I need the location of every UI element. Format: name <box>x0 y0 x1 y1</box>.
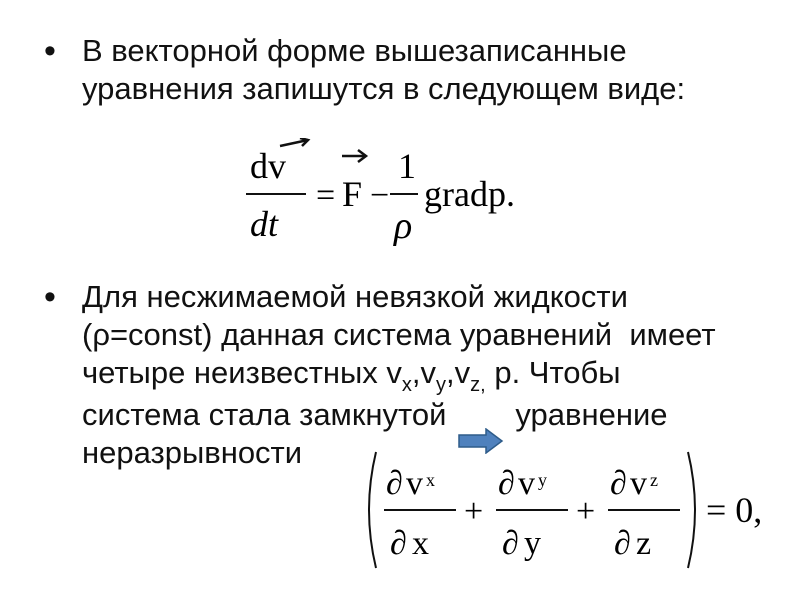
eq2-partial-num-y: ∂ <box>498 465 515 502</box>
para2-line3-prefix: четыре неизвестных v <box>82 355 402 390</box>
para2-line1: Для несжимаемой невязкой жидкости <box>82 279 628 314</box>
paragraph-2 <box>82 278 716 472</box>
continuity-equation <box>360 448 780 573</box>
subscript-z: z, <box>470 374 486 396</box>
eq2-sub-y: y <box>538 470 547 490</box>
eq1-lhs-denominator: dt <box>250 204 279 244</box>
subscript-y: y <box>436 374 447 396</box>
eq2-den-y: y <box>524 525 541 562</box>
eq2-den-x: x <box>412 525 429 562</box>
para2-line3-comma1: ,v <box>411 355 437 390</box>
eq2-partial-num-z: ∂ <box>610 465 627 502</box>
para1-line2: уравнения запишутся в следующем виде: <box>82 71 686 106</box>
eq2-partial-num-x: ∂ <box>386 465 403 502</box>
eq1-equals: = <box>316 177 336 214</box>
para2-line4-left: система стала замкнутой <box>82 397 447 432</box>
eq2-v-x: v <box>406 465 423 502</box>
eq1-grad-term: gradp. <box>424 174 515 214</box>
paragraph-1 <box>82 32 685 108</box>
subscript-x: x <box>401 374 412 396</box>
eq2-plus-2: + <box>576 493 596 530</box>
bullet-2: • <box>44 278 56 316</box>
eq2-partial-den-z: ∂ <box>614 525 631 562</box>
eq2-den-z: z <box>636 525 652 562</box>
para1-line1: В векторной форме вышезаписанные <box>82 33 627 68</box>
para2-line2: (ρ=const) данная система уравнений имеет <box>82 317 716 352</box>
eq2-plus-1: + <box>464 493 484 530</box>
eq2-sub-z: z <box>650 470 658 490</box>
eq2-partial-den-y: ∂ <box>502 525 519 562</box>
eq1-frac-numerator: 1 <box>398 146 416 186</box>
eq1-force: F <box>342 174 363 214</box>
eq2-partial-den-x: ∂ <box>390 525 407 562</box>
eq2-equals-zero: = 0, <box>706 490 763 530</box>
eq2-v-y: v <box>518 465 535 502</box>
vector-equation <box>244 138 544 258</box>
eq1-lhs-numerator: dv <box>250 146 286 186</box>
para2-line5: неразрывности <box>82 435 303 470</box>
para2-line4-right: уравнение <box>515 397 668 432</box>
eq1-frac-denominator: ρ <box>394 205 413 247</box>
eq2-v-z: v <box>630 465 647 502</box>
para2-line3-comma2: ,v <box>446 355 471 390</box>
bullet-1: • <box>44 32 56 70</box>
eq1-minus: − <box>370 177 390 214</box>
para2-line3-suffix: p. Чтобы <box>485 355 621 390</box>
eq2-sub-x: x <box>426 470 435 490</box>
